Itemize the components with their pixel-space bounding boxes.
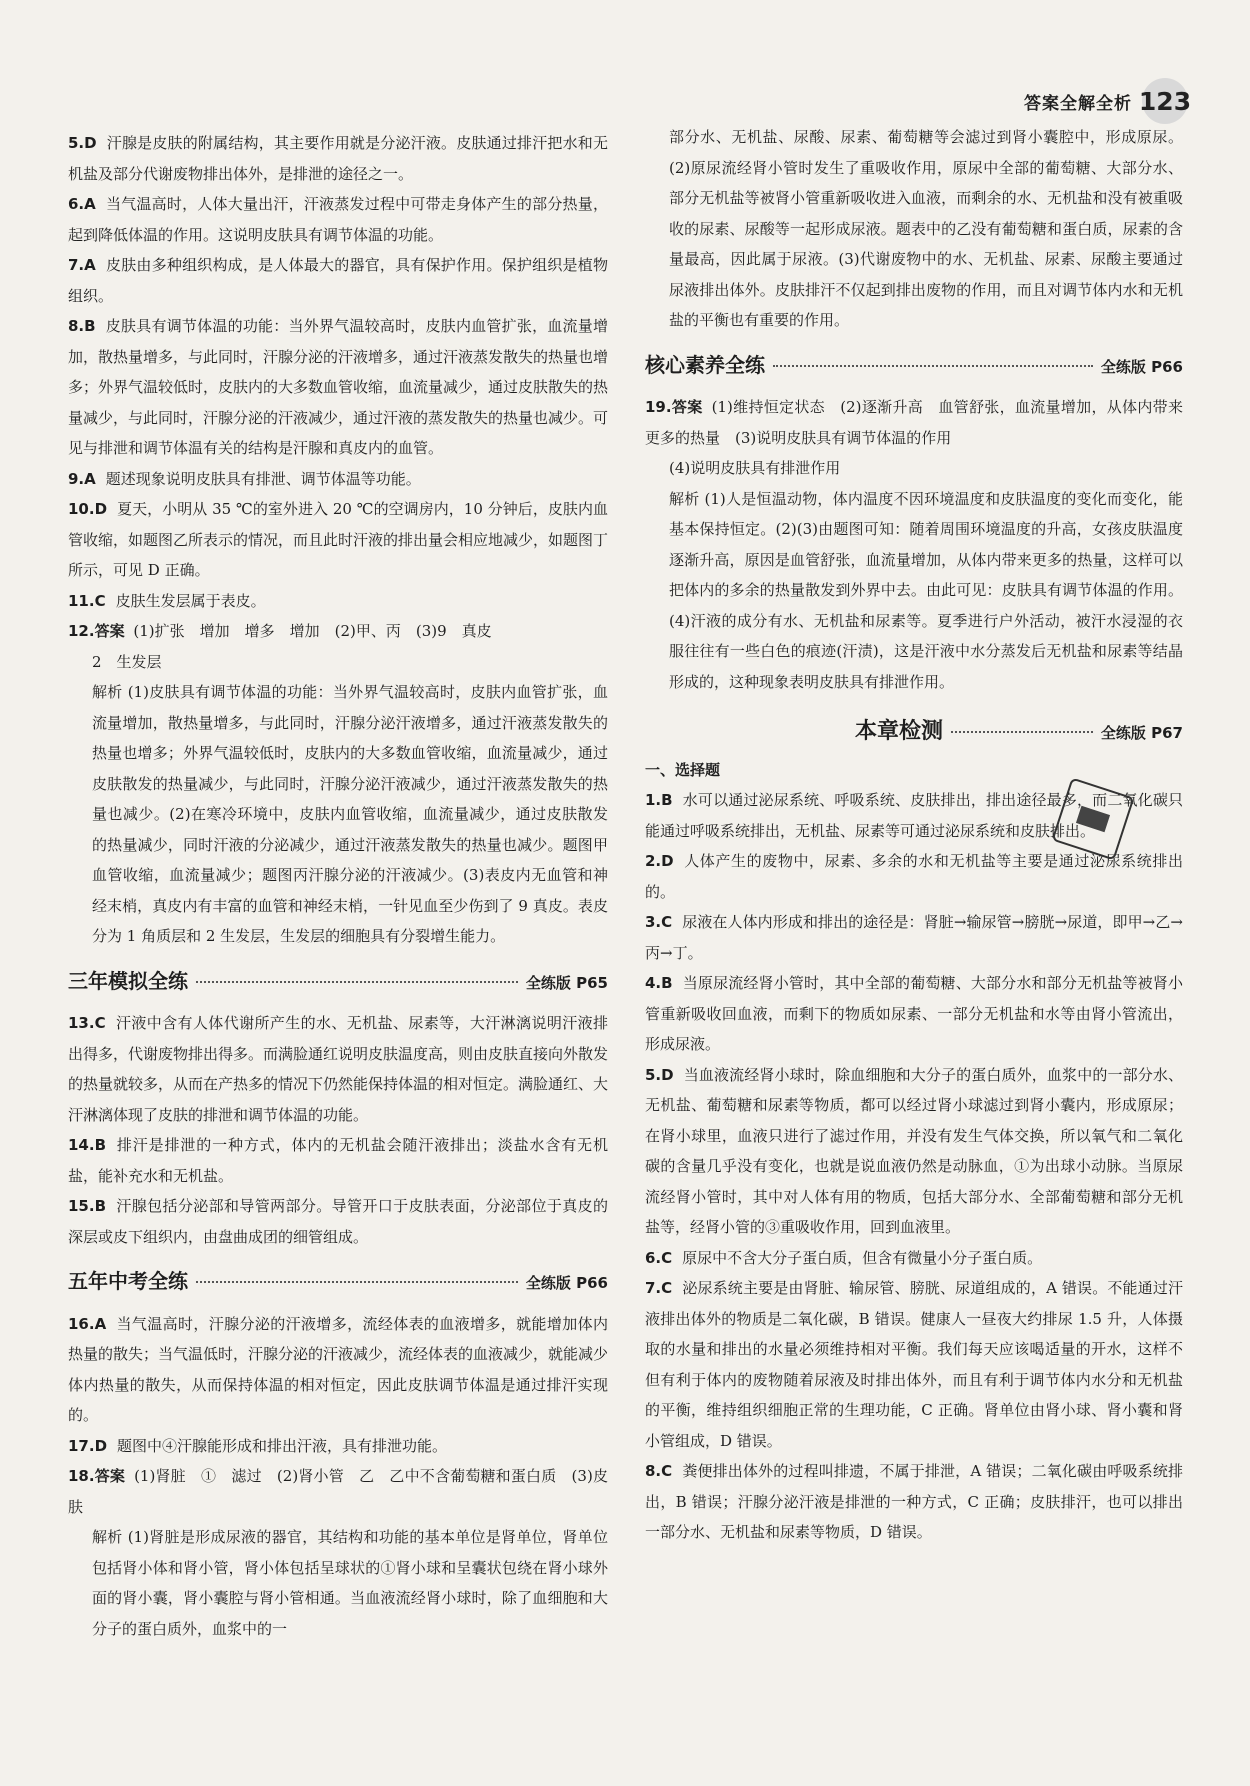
section-ref: 全练版 P66 [1100, 357, 1183, 376]
item-text: 水可以通过泌尿系统、呼吸系统、皮肤排出，排出途径最多，而二氧化碳只能通过呼吸系统排出，无机盐、尿素等可通过泌尿系统和皮肤排出。 [645, 791, 1183, 840]
page-number: 123 [1142, 78, 1188, 124]
item-number: 7.C [645, 1279, 673, 1297]
item-text: 题述现象说明皮肤具有排泄、调节体温等功能。 [105, 469, 421, 488]
item-text: 汗腺包括分泌部和导管两部分。导管开口于皮肤表面，分泌部位于真皮的深层或皮下组织内，由盘曲成团的细管组成。 [68, 1197, 608, 1246]
chapter-title: 本章检测 [855, 719, 944, 744]
q18-analysis-text: (1)肾脏是形成尿液的器官，其结构和功能的基本单位是肾单位，肾单位包括肾小体和肾小管，肾小体包括呈球状的①肾小球和呈囊状包绕在肾小球外面的肾小囊，肾小囊腔与肾小管相通。当血液流经肾小球时，除了血细胞和大分子的蛋白质外，血浆中的一 [92, 1528, 608, 1638]
answer-item [68, 250, 608, 311]
leader-dots [773, 365, 1093, 367]
q12-analysis [68, 677, 608, 952]
item-text: 汗腺是皮肤的附属结构，其主要作用就是分泌汗液。皮肤通过排汗把水和无机盐及部分代谢废物排出体外，是排泄的途径之一。 [68, 134, 608, 183]
answer-item [68, 1130, 608, 1191]
item-number: 15.B [68, 1197, 107, 1215]
item-text: 汗液中含有人体代谢所产生的水、无机盐、尿素等，大汗淋漓说明汗液排出得多，代谢废物排出得多。而满脸通红说明皮肤温度高，则由皮肤直接向外散发的热量就较多，从而在产热多的情况下仍然能保持体温的相对恒定。满脸通红、大汗淋漓体现了皮肤的排泄和调节体温的功能。 [68, 1014, 609, 1124]
q18-answer: (1)肾脏 ① 滤过 (2)肾小管 乙 乙中不含葡萄糖和蛋白质 (3)皮肤 [68, 1467, 608, 1516]
question-18 [68, 1461, 608, 1522]
q18-analysis-continued: 部分水、无机盐、尿酸、尿素、葡萄糖等会滤过到肾小囊腔中，形成原尿。(2)原尿流经肾小管时发生了重吸收作用，原尿中全部的葡萄糖、大部分水、部分无机盐等被肾小管重新吸收进入血液，而剩余的水、无机盐和没有被重吸收的尿素、尿酸等一起形成尿液。题表中的乙没有葡萄糖和蛋白质，尿素的含量最高，因此属于尿液。(3)代谢废物中的水、无机盐、尿素、尿酸主要通过尿液排出体外。皮肤排汗不仅起到排出废物的作用，而且对调节体内水和无机盐的平衡也有重要的作用。 [669, 128, 1183, 329]
section-five-year [68, 1266, 608, 1299]
section-title: 五年中考全练 [68, 1269, 188, 1293]
answer-item [68, 1008, 608, 1130]
q19-analysis [645, 484, 1183, 698]
item-text: 皮肤生发层属于表皮。 [115, 591, 266, 610]
item-text: 尿液在人体内形成和排出的途径是：肾脏→输尿管→膀胱→尿道，即甲→乙→丙→丁。 [645, 913, 1183, 962]
page-header [1024, 78, 1192, 124]
q18-analysis [68, 1522, 608, 1644]
section-core-literacy [645, 350, 1183, 383]
leader-dots [196, 1281, 518, 1283]
item-text: 排汗是排泄的一种方式，体内的无机盐会随汗液排出；淡盐水含有无机盐，能补充水和无机盐。 [68, 1136, 608, 1185]
item-text: 人体产生的废物中，尿素、多余的水和无机盐等主要是通过泌尿系统排出的。 [645, 852, 1183, 901]
item-number: 2.D [645, 852, 674, 870]
q12-answer-label: 答案 [94, 622, 125, 640]
item-text: 当气温高时，汗腺分泌的汗液增多，流经体表的血液增多，就能增加体内热量的散失；当气温低时，汗腺分泌的汗液减少，流经体表的血液减少，就能减少体内热量的散失，从而保持体温的相对恒定，因此皮肤调节体温是通过排汗实现的。 [68, 1314, 609, 1424]
q19-analysis-text: (1)人是恒温动物，体内温度不因环境温度和皮肤温度的变化而变化，能基本保持恒定。(2)(3)由题图可知：随着周围环境温度的升高，女孩皮肤温度逐渐升高，原因是血管舒张，血流量增加，从体内带来更多的热量，这样可以把体内的多余的热量散发到外界中去。由此可见：皮肤具有调节体温的作用。(4)汗液的成分有水、无机盐和尿素等。夏季进行户外活动，被汗水浸湿的衣服往往有一些白色的痕迹(汗渍)，这是汗液中水分蒸发后无机盐和尿素等结晶形成的，这种现象表明皮肤具有排泄作用。 [669, 489, 1183, 691]
question-12 [68, 616, 608, 647]
item-number: 8.B [68, 317, 96, 335]
section-title: 三年模拟全练 [68, 968, 188, 993]
header-title: 答案全解全析 [1024, 93, 1132, 114]
item-number: 5.D [645, 1065, 674, 1084]
item-text: 粪便排出体外的过程叫排遗，不属于排泄，A 错误；二氧化碳由呼吸系统排出，B 错误；汗腺分泌汗液是排泄的一种方式，C 正确；皮肤排汗，也可以排出一部分水、无机盐和尿素等物质，D 错误。 [645, 1462, 1183, 1541]
q19-number: 19. [645, 398, 672, 416]
item-number: 14.B [68, 1136, 107, 1154]
chapter-ref: 全练版 P67 [1100, 724, 1183, 742]
item-number: 6.A [68, 195, 96, 213]
left-items-bottom [68, 1309, 608, 1462]
answer-item [68, 128, 608, 189]
item-text: 原尿中不含大分子蛋白质，但含有微量小分子蛋白质。 [682, 1248, 1043, 1267]
q19-analysis-label: 解析 [669, 489, 700, 508]
q12-number: 12. [68, 622, 95, 640]
answer-item [68, 464, 608, 495]
item-number: 13.C [68, 1014, 106, 1032]
answer-item [645, 1060, 1183, 1243]
item-text: 题图中④汗腺能形成和排出汗液，具有排泄功能。 [117, 1436, 448, 1455]
item-number: 16.A [68, 1314, 107, 1333]
item-text: 夏天，小明从 35 ℃的室外进入 20 ℃的空调房内，10 分钟后，皮肤内血管收缩，如题图乙所表示的情况，而且此时汗液的排出量会相应地减少，如题图丁所示，可见 D 正确。 [68, 500, 609, 579]
item-text: 泌尿系统主要是由肾脏、输尿管、膀胱、尿道组成的，A 错误。不能通过汗液排出体外的物质是二氧化碳，B 错误。健康人一昼夜大约排尿 1.5 升，人体摄取的水量和排出的水量必须维持相对平衡。我们每天应该喝适量的开水，这样不但有利于体内的废物随着尿液及时排出体外，而且有利于调节体内水分和无机盐的平衡，维持组织细胞正常的生理功能，C 正确。肾单位由肾小球、肾小囊和肾小管组成，D 错误。 [645, 1279, 1183, 1450]
chapter-test-heading [645, 717, 1183, 749]
answer-item [68, 1431, 608, 1462]
item-number: 8.C [645, 1462, 673, 1480]
item-text: 皮肤由多种组织构成，是人体最大的器官，具有保护作用。保护组织是植物组织。 [68, 256, 608, 305]
item-number: 17.D [68, 1436, 108, 1455]
answer-item [68, 1309, 608, 1431]
section-ref: 全练版 P65 [525, 973, 608, 992]
answer-item [645, 1273, 1183, 1456]
item-number: 1.B [645, 791, 673, 809]
section-ref: 全练版 P66 [525, 1274, 608, 1292]
item-number: 7.A [68, 256, 96, 274]
q12-analysis-text: (1)皮肤具有调节体温的功能：当外界气温较高时，皮肤内血管扩张，血流量增加，散热量增多，与此同时，汗腺分泌汗液增多，通过汗液蒸发散失的热量也增多；外界气温较低时，皮肤内的大多数血管收缩，血流量减少，通过皮肤散发的热量减少，与此同时，汗腺分泌汗液减少，通过汗液蒸发散失的热量也减少。(2)在寒冷环境中，皮肤内血管收缩，血流量减少，通过皮肤散发的热量减少，同时汗液的分泌减少，通过汗液蒸发散失的热量也减少。题图甲血管收缩，血流量减少；题图丙汗腺分泌的汗液减少。(3)表皮内无血管和神经末梢，真皮内有丰富的血管和神经末梢，一针见血至少伤到了 9 真皮。表皮分为 1 角质层和 2 生发层，生发层的细胞具有分裂增生能力。 [92, 683, 608, 945]
item-number: 3.C [645, 913, 673, 931]
q18-number: 18. [68, 1467, 95, 1485]
q19-answer-label: 答案 [671, 398, 703, 416]
answer-item [645, 1456, 1183, 1548]
answer-item [645, 1243, 1183, 1274]
q18-answer-label: 答案 [94, 1467, 126, 1485]
q12-answer: (1)扩张 增加 增多 增加 (2)甲、丙 (3)9 真皮 [133, 622, 492, 640]
q19-answer-cont: (4)说明皮肤具有排泄作用 [669, 459, 841, 477]
leader-dots [196, 981, 518, 983]
section-title: 核心素养全练 [645, 352, 765, 377]
item-number: 5.D [68, 134, 97, 152]
right-items [645, 785, 1183, 1548]
q12-answer-cont: 2 生发层 [92, 652, 162, 671]
q19-answer: (1)维持恒定状态 (2)逐渐升高 血管舒张，血流量增加，从体内带来更多的热量 (3)说明皮肤具有调节体温的作用 [645, 398, 1183, 447]
item-text: 当气温高时，人体大量出汗，汗液蒸发过程中可带走身体产生的部分热量，起到降低体温的作用。这说明皮肤具有调节体温的功能。 [68, 195, 608, 244]
item-text: 当血液流经肾小球时，除血细胞和大分子的蛋白质外，血浆中的一部分水、无机盐、葡萄糖和尿素等物质，都可以经过肾小球滤过到肾小囊内，形成原尿；在肾小球里，血液只进行了滤过作用，并没有发生气体交换，所以氧气和二氧化碳的含量几乎没有变化，也就是说血液仍然是动脉血，①为出球小动脉。当原尿流经肾小管时，其中对人体有用的物质，包括大部分水、全部葡萄糖和部分无机盐等，经肾小管的③重吸收作用，回到血液里。 [645, 1065, 1183, 1236]
left-items-mid [68, 1008, 608, 1252]
answer-item [645, 907, 1183, 968]
item-number: 9.A [68, 469, 96, 488]
subsection-choice: 一、选择题 [645, 760, 721, 779]
answer-item [68, 189, 608, 250]
item-number: 4.B [645, 974, 673, 992]
q18-analysis-label: 解析 [92, 1528, 123, 1546]
item-text: 当原尿流经肾小管时，其中全部的葡萄糖、大部分水和部分无机盐等被肾小管重新吸收回血液，而剩下的物质如尿素、一部分无机盐和水等由肾小管流出，形成尿液。 [645, 974, 1183, 1053]
answer-item [68, 1191, 608, 1252]
left-items-top [68, 128, 608, 616]
left-column [68, 128, 608, 1644]
answer-item [68, 311, 608, 464]
answer-item [68, 494, 608, 586]
item-number: 6.C [645, 1248, 673, 1267]
section-three-year [68, 966, 608, 999]
item-text: 皮肤具有调节体温的功能：当外界气温较高时，皮肤内血管扩张，血流量增加，散热量增多，与此同时，汗腺分泌的汗液增多，通过汗液蒸发散失的热量也增多；外界气温较低时，皮肤内的大多数血管收缩，血流量减少，通过皮肤散失的热量减少，与此同时，汗腺分泌的汗液减少，通过汗液的蒸发散失的热量也减少。可见与排泄和调节体温有关的结构是汗腺和真皮内的血管。 [68, 317, 609, 457]
q12-analysis-label: 解析 [92, 683, 123, 701]
leader-dots [951, 731, 1093, 733]
answer-item [645, 968, 1183, 1060]
item-number: 10.D [68, 500, 108, 518]
question-19 [645, 392, 1183, 453]
item-number: 11.C [68, 591, 106, 610]
answer-item [68, 586, 608, 617]
